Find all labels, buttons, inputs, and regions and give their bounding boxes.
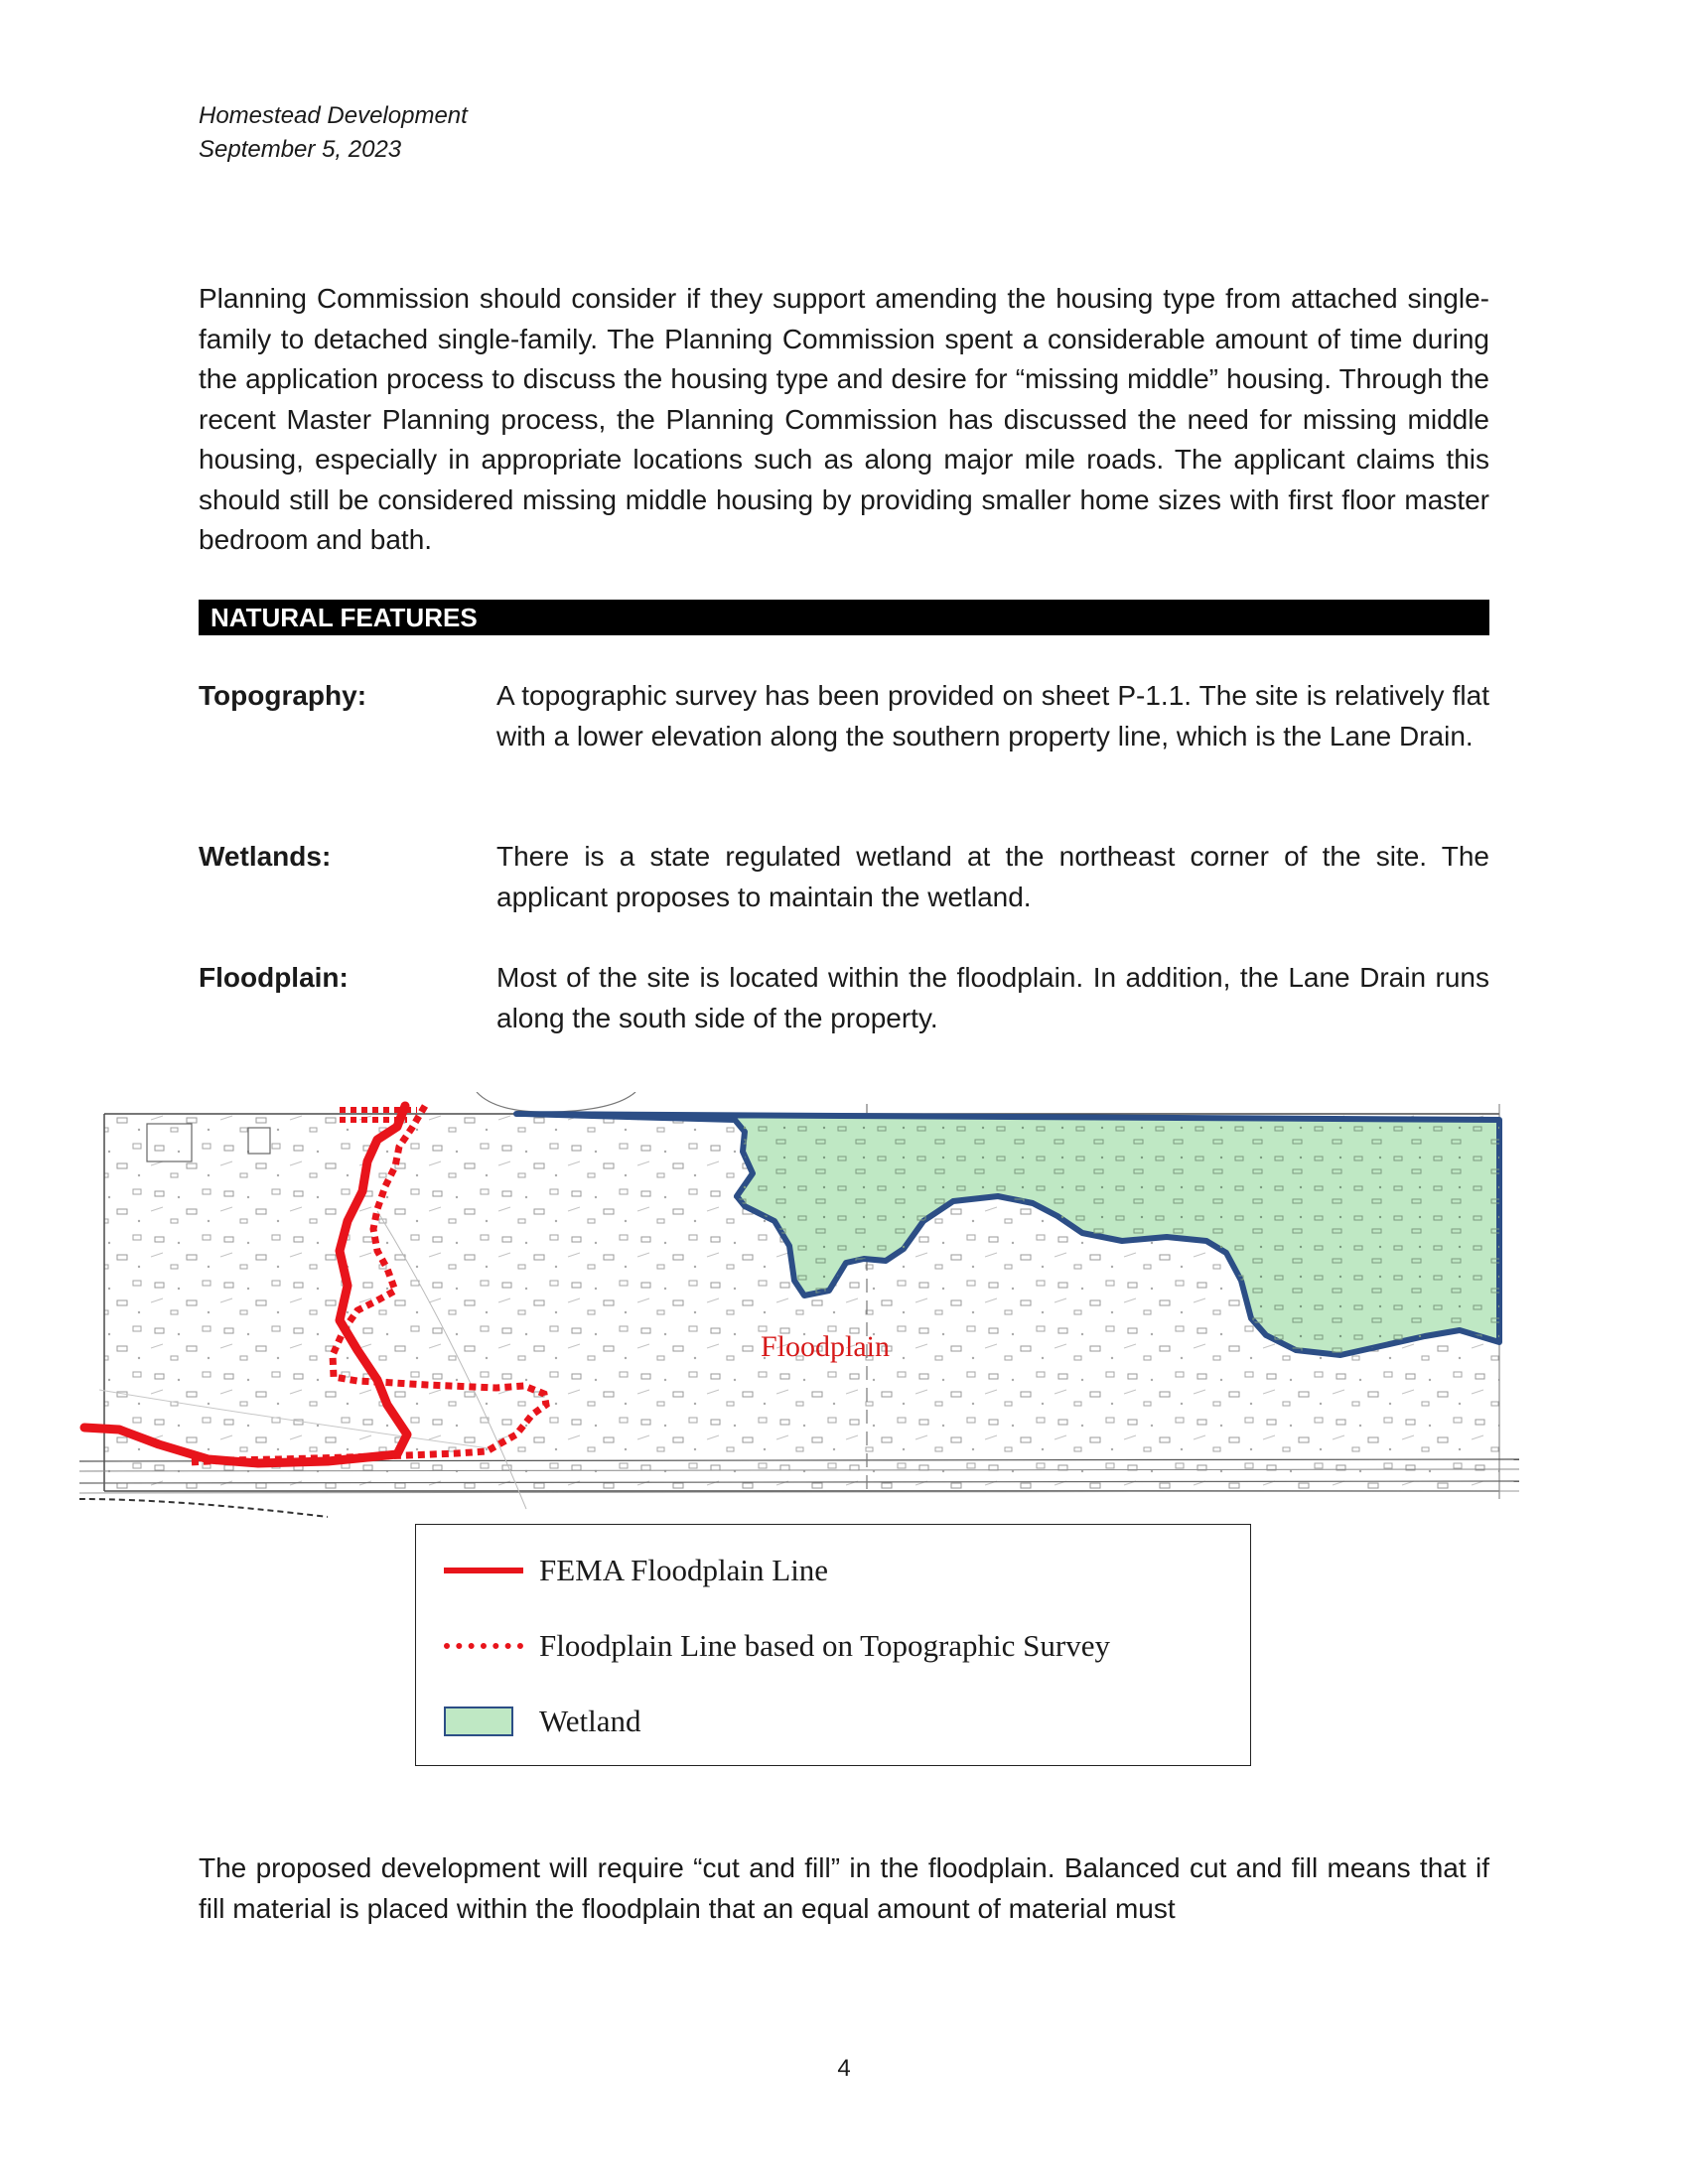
feature-term-wetlands: Wetlands: (199, 841, 332, 872)
feature-desc-topography: A topographic survey has been provided on sheet P-1.1. The site is relatively flat with a lower elevation along the southern property line, which is the Lane Drain. (496, 680, 1489, 751)
header-title: Homestead Development (199, 102, 468, 129)
intro-paragraph: Planning Commission should consider if they support amending the housing type from attached single-family to detached single-family. The Planning Commission spent a considerable amount of time during the application process to discuss the housing type and desire for “missing middle” housing. Through the recent Master Planning process, the Planning Commission has discussed the need for missing middle housing, especially in appropriate locations such as along major mile roads. The applicant claims this should still be considered missing middle housing by providing smaller home sizes with first floor master bedroom and bath. (199, 283, 1489, 555)
legend-item-fema (444, 1551, 828, 1590)
feature-desc-wetlands: There is a state regulated wetland at the northeast corner of the site. The applicant proposes to maintain the wetland. (496, 841, 1489, 912)
floodplain-map-label: Floodplain (761, 1330, 891, 1363)
section-title-natural-features: NATURAL FEATURES (199, 600, 1489, 635)
legend-item-topo (444, 1626, 1110, 1666)
feature-term-topography: Topography: (199, 680, 367, 711)
page-number: 4 (837, 2055, 851, 2082)
legend-label-wetland: Wetland (539, 1704, 641, 1738)
closing-paragraph: The proposed development will require “cut and fill” in the floodplain. Balanced cut and fill means that if fill material is placed within the floodplain that an equal amount of material must (199, 1852, 1489, 1924)
site-plan-map (79, 1092, 1519, 1529)
feature-term-floodplain: Floodplain: (199, 962, 349, 993)
legend-label-topo: Floodplain Line based on Topographic Survey (539, 1628, 1110, 1663)
fema-line-swatch (444, 1568, 523, 1573)
feature-desc-floodplain: Most of the site is located within the floodplain. In addition, the Lane Drain runs along the south side of the property. (496, 962, 1489, 1033)
wetland-swatch (444, 1706, 513, 1736)
legend-item-wetland (444, 1702, 641, 1741)
legend-label-fema: FEMA Floodplain Line (539, 1553, 829, 1587)
topo-line-swatch (444, 1643, 523, 1649)
header-date: September 5, 2023 (199, 136, 402, 163)
document-header (199, 99, 468, 167)
map-legend (415, 1524, 1251, 1766)
